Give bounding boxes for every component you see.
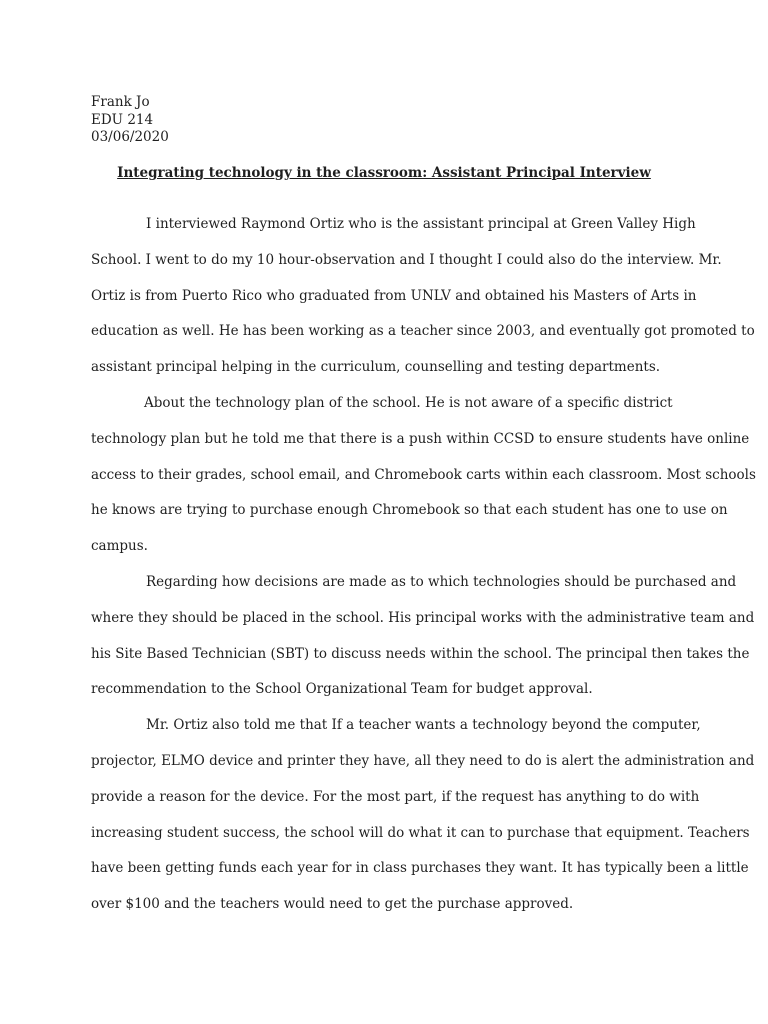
paragraph-4-line-2: projector, ELMO device and printer they have, all they need to do is alert the administration and (91, 752, 755, 769)
paragraph-4-line-3: provide a reason for the device. For the most part, if the request has anything to do with (91, 788, 700, 805)
document-title: Integrating technology in the classroom: Assistant Principal Interview (117, 165, 651, 181)
course-code: EDU 214 (91, 111, 154, 128)
paragraph-3-line-1: Regarding how decisions are made as to which technologies should be purchased and (146, 573, 737, 590)
paragraph-4-line-5: have been getting funds each year for in class purchases they want. It has typically been a little (91, 860, 749, 877)
document-header (91, 94, 169, 147)
paragraph-3-line-3: his Site Based Technician (SBT) to discuss needs within the school. The principal then takes the (91, 645, 750, 662)
paragraph-1-line-3: Ortiz is from Puerto Rico who graduated from UNLV and obtained his Masters of Arts in (91, 287, 697, 304)
document-date: 03/06/2020 (91, 129, 169, 145)
paragraph-2-line-3: access to their grades, school email, and Chromebook carts within each classroom. Most schools (91, 466, 756, 483)
paragraph-3-line-2: where they should be placed in the school. His principal works with the administrative team and (91, 609, 755, 626)
document-body (91, 214, 756, 930)
paragraph-4-line-6: over $100 and the teachers would need to get the purchase approved. (91, 896, 574, 913)
paragraph-1-line-1: I interviewed Raymond Ortiz who is the assistant principal at Green Valley High (146, 216, 696, 232)
paragraph-2-line-2: technology plan but he told me that there is a push within CCSD to ensure students have online (91, 430, 750, 447)
paragraph-2-line-5: campus. (91, 538, 148, 555)
paragraph-2-line-4: he knows are trying to purchase enough Chromebook so that each student has one to use on (91, 502, 728, 519)
paragraph-2-line-1: About the technology plan of the school. He is not aware of a specific district (144, 394, 673, 411)
paragraph-1-line-5: assistant principal helping in the curriculum, counselling and testing departments. (91, 359, 661, 376)
paragraph-4-line-1: Mr. Ortiz also told me that If a teacher wants a technology beyond the computer, (146, 717, 701, 734)
paragraph-3-line-4: recommendation to the School Organizational Team for budget approval. (91, 681, 593, 698)
author-name: Frank Jo (91, 94, 150, 110)
paragraph-1-line-2: School. I went to do my 10 hour-observation and I thought I could also do the interview. Mr. (91, 251, 722, 268)
paragraph-4-line-4: increasing student success, the school will do what it can to purchase that equipment. Teachers (91, 824, 750, 841)
paragraph-1-line-4: education as well. He has been working as a teacher since 2003, and eventually got promoted to (91, 323, 755, 340)
